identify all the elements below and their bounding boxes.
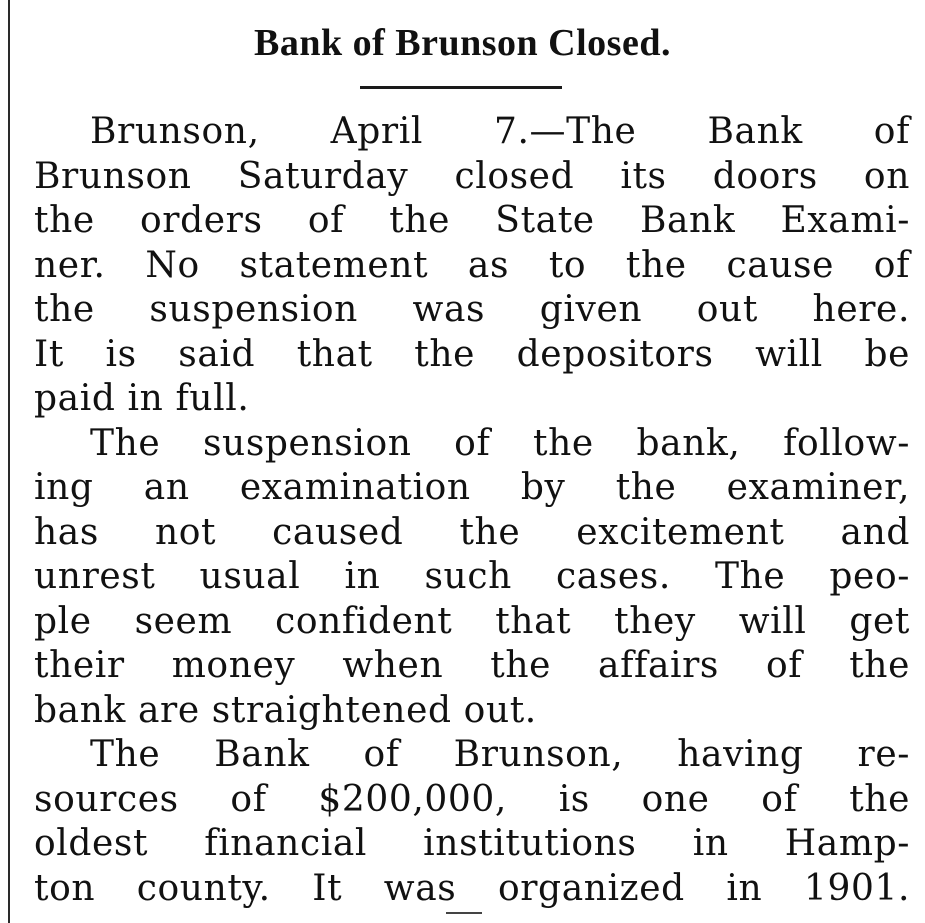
headline-divider — [360, 86, 562, 89]
paragraph-1-line-6: It is said that the depositors will be — [34, 333, 910, 375]
article-headline: Bank of Brunson Closed. — [254, 22, 671, 64]
column-rule — [8, 0, 10, 923]
paragraph-2-line-5: ple seem confident that they will get — [34, 600, 910, 642]
paragraph-1-line-4: ner. No statement as to the cause of — [34, 244, 910, 286]
paragraph-2-line-4: unrest usual in such cases. The peo- — [34, 556, 910, 597]
paragraph-1-line-1: Brunson, April 7.—The Bank of — [90, 111, 910, 152]
paragraph-2-line-6: their money when the affairs of the — [34, 645, 910, 686]
paragraph-1-line-7: paid in full. — [34, 378, 250, 419]
paragraph-2-line-7: bank are straightened out. — [34, 689, 537, 731]
clipping-edge-mark — [446, 912, 482, 920]
paragraph-1-line-2: Brunson Saturday closed its doors on — [34, 155, 910, 197]
paragraph-1-line-3: the orders of the State Bank Exami- — [34, 200, 910, 241]
paragraph-2-line-1: The suspension of the bank, follow- — [90, 422, 910, 464]
paragraph-3-line-3: oldest financial institutions in Hamp- — [34, 823, 910, 864]
paragraph-2-line-3: has not caused the excitement and — [34, 511, 910, 553]
paragraph-2-line-2: ing an examination by the examiner, — [34, 467, 910, 508]
paragraph-3-line-4: ton county. It was organized in 1901. — [34, 867, 910, 909]
paragraph-3-line-2: sources of $200,000, is one of the — [34, 778, 910, 820]
paragraph-3-line-1: The Bank of Brunson, having re- — [90, 734, 910, 775]
article-body — [34, 110, 910, 911]
paragraph-1-line-5: the suspension was given out here. — [34, 289, 910, 330]
